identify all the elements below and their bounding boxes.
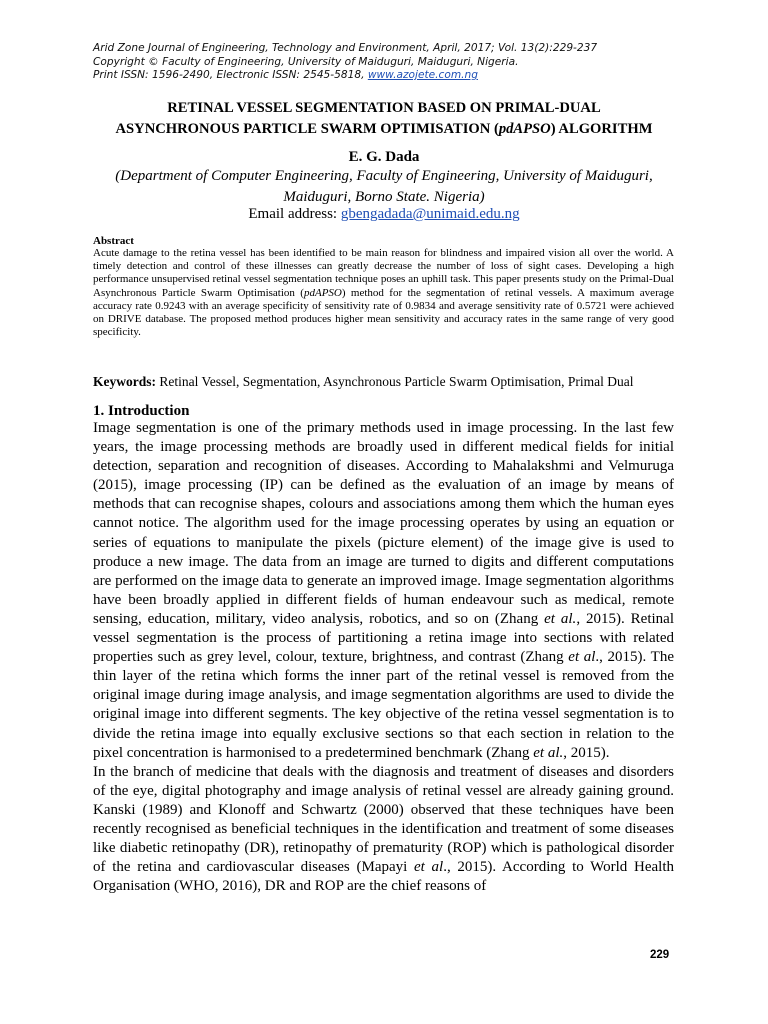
abstract-text: Acute damage to the retina vessel has been identified to be main reason for blindness and impaired vision all over the world. A timely detection and control of these illnesses can greatly decrease the number of loss of sight cases. Developing a high performance unsupervised retinal vessel segmentation technique poses an uphill task. This paper presents study on the Primal-Dual Asynchronous Particle Swarm Optimisation (pdAPSO) method for the segmentation of retinal vessels. A maximum average accuracy rate 0.9243 with an average specificity of sensitivity rate of 0.9834 and average sensitivity rate of 0.5721 were achieved on DRIVE database. The proposed method produces higher mean sensitivity and accuracy rates in the same range of very good specificity. xyxy=(93,247,674,339)
keywords-label: Keywords: xyxy=(93,374,156,389)
introduction-body xyxy=(93,419,674,896)
author-email xyxy=(60,204,708,224)
paper-title xyxy=(60,98,708,140)
author-affiliation: (Department of Computer Engineering, Faculty of Engineering, University of Maiduguri, Maiduguri, Borno State. Nigeria) xyxy=(115,168,653,205)
journal-copyright: Copyright © Faculty of Engineering, University of Maiduguri, Maiduguri, Nigeria. xyxy=(93,55,519,68)
journal-url-link[interactable]: www.azojete.com.ng xyxy=(367,69,478,81)
journal-citation: Arid Zone Journal of Engineering, Technology and Environment, April, 2017; Vol. 13(2):229-237 xyxy=(93,42,598,54)
keywords xyxy=(93,373,633,391)
journal-issn xyxy=(93,69,597,83)
section-heading-introduction: 1. Introduction xyxy=(93,403,190,419)
page-number: 229 xyxy=(650,949,670,961)
author-name: E. G. Dada xyxy=(348,149,420,165)
email-label: Email address: xyxy=(248,206,338,222)
issn-text: Print ISSN: 1596-2490, Electronic ISSN: 2545-5818, xyxy=(93,69,368,81)
journal-header xyxy=(93,42,597,83)
abstract-heading: Abstract xyxy=(93,235,134,247)
title-line-1: RETINAL VESSEL SEGMENTATION BASED ON PRIMAL-DUAL xyxy=(167,100,601,116)
keywords-text: Retinal Vessel, Segmentation, Asynchronous Particle Swarm Optimisation, Primal Dual xyxy=(159,374,634,389)
title-line-2: ASYNCHRONOUS PARTICLE SWARM OPTIMISATION (pdAPSO) ALGORITHM xyxy=(115,121,653,137)
introduction-paragraph-1: Image segmentation is one of the primary methods used in image processing. In the last few years, the image processing methods are broadly used in different medical fields for initial detection, separation and recognition of diseases. According to Mahalakshmi and Velmuruga (2015), image processing (IP) can be defined as the evaluation of an image by means of methods that can recognise shapes, colours and associations among them which the human eyes cannot notice. The algorithm used for the image processing operates by using an equation or series of equations to manipulate the pixels (picture element) of the image give is used to produce a new image. The data from an image are turned to digits and different computations are performed on the image data to generate an improved image. Image segmentation algorithms have been broadly applied in different fields of human endeavour such as medical, remote sensing, education, military, video analysis, robotics, and so on (Zhang et al., 2015). Retinal vessel segmentation is the process of partitioning a retina image into sections with related properties such as grey level, colour, texture, brightness, and contrast (Zhang et al., 2015). The thin layer of the retina which forms the inner part of the retinal vessel is removed from the original image during image analysis, and image segmentation algorithms are used to divide the original image into different segments. The key objective of the retina vessel segmentation is to divide the retina image into equally exclusive sections so that each section in relation to the pixel concentration is harmonised to a predetermined benchmark (Zhang et al., 2015). xyxy=(93,420,674,761)
introduction-paragraph-2: In the branch of medicine that deals with the diagnosis and treatment of diseases and disorders of the eye, digital photography and image analysis of retinal vessel are already gaining ground. Kanski (1989) and Klonoff and Schwartz (2000) observed that these techniques have been recently recognised as beneficial techniques in the identification and treatment of some diseases like diabetic retinopathy (DR), retinopathy of prematurity (ROP) which is pathological disorder of the retina and cardiovascular diseases (Mapayi et al., 2015). According to World Health Organisation (WHO, 2016), DR and ROP are the chief reasons of xyxy=(93,763,674,895)
email-link[interactable]: gbengadada@unimaid.edu.ng xyxy=(340,206,520,222)
